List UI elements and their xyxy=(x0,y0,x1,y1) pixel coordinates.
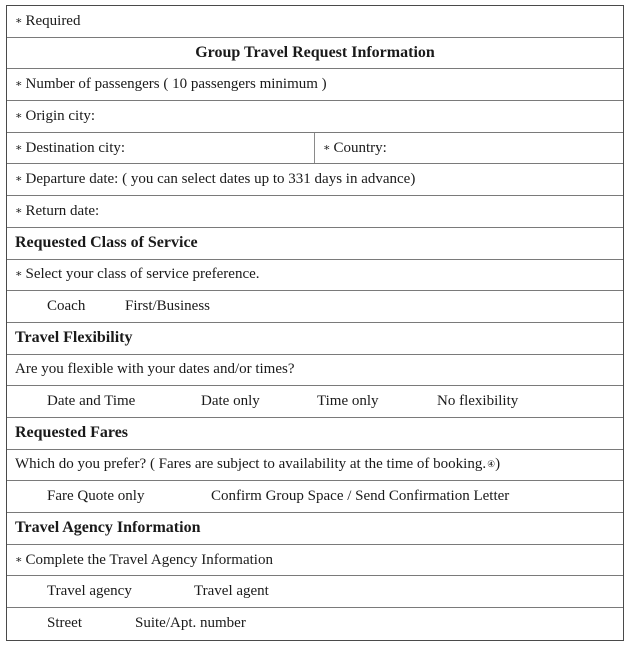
travel-agency-heading: Travel Agency Information xyxy=(15,519,201,537)
passengers-field[interactable] xyxy=(7,69,623,101)
required-asterisk-icon: ∗ xyxy=(323,141,331,154)
required-asterisk-icon: ∗ xyxy=(15,173,23,186)
flexibility-prompt-row xyxy=(7,355,623,387)
departure-date-field[interactable] xyxy=(7,164,623,196)
fares-prompt-row xyxy=(7,450,623,482)
class-of-service-heading: Requested Class of Service xyxy=(15,234,198,252)
option-date-and-time[interactable]: Date and Time xyxy=(47,393,136,410)
footnote-marker: ④ xyxy=(487,459,496,470)
agency-prompt-row xyxy=(7,545,623,577)
street-field[interactable]: Street xyxy=(47,615,82,632)
requested-fares-heading: Requested Fares xyxy=(15,424,129,442)
destination-city-label: Destination city: xyxy=(25,139,126,156)
destination-city-field[interactable] xyxy=(7,133,315,164)
return-date-label: Return date: xyxy=(25,202,100,219)
required-asterisk-icon: ∗ xyxy=(15,109,23,122)
origin-city-field[interactable] xyxy=(7,101,623,133)
suite-apt-number-field[interactable]: Suite/Apt. number xyxy=(135,615,246,632)
country-field[interactable] xyxy=(315,133,387,164)
passengers-label: Number of passengers ( 10 passengers minimum ) xyxy=(25,76,327,93)
option-time-only[interactable]: Time only xyxy=(317,393,379,410)
required-asterisk-icon: ∗ xyxy=(15,268,23,281)
travel-agency-field[interactable]: Travel agency xyxy=(47,583,132,600)
fares-prompt-close: ) xyxy=(495,456,501,473)
return-date-field[interactable] xyxy=(7,196,623,228)
flexibility-options xyxy=(7,386,623,418)
required-note-row xyxy=(7,6,623,38)
required-note: Required xyxy=(25,12,81,29)
agency-prompt: Complete the Travel Agency Information xyxy=(25,551,273,568)
option-no-flexibility[interactable]: No flexibility xyxy=(437,393,519,410)
option-date-only[interactable]: Date only xyxy=(201,393,260,410)
travel-agency-heading-row xyxy=(7,513,623,545)
fares-prompt: Which do you prefer? ( Fares are subject to availability at the time of booking. xyxy=(15,456,487,473)
agency-row-1 xyxy=(7,576,623,608)
option-coach[interactable]: Coach xyxy=(47,298,86,315)
flexibility-prompt: Are you flexible with your dates and/or times? xyxy=(15,361,295,378)
travel-flexibility-heading-row xyxy=(7,323,623,355)
class-of-service-prompt-row xyxy=(7,260,623,292)
option-fare-quote-only[interactable]: Fare Quote only xyxy=(47,488,145,505)
departure-date-label: Departure date: ( you can select dates up to 331 days in advance) xyxy=(25,171,416,188)
required-asterisk-icon: ∗ xyxy=(15,141,23,154)
fares-options xyxy=(7,481,623,513)
group-travel-request-form xyxy=(6,5,624,641)
origin-city-label: Origin city: xyxy=(25,107,96,124)
destination-row xyxy=(7,133,623,165)
agency-row-2 xyxy=(7,608,623,640)
form-title: Group Travel Request Information xyxy=(195,44,435,62)
country-label: Country: xyxy=(333,139,387,156)
class-of-service-prompt: Select your class of service preference. xyxy=(25,266,260,283)
class-of-service-options xyxy=(7,291,623,323)
requested-fares-heading-row xyxy=(7,418,623,450)
class-of-service-heading-row xyxy=(7,228,623,260)
required-asterisk-icon: ∗ xyxy=(15,204,23,217)
option-confirm-group-space[interactable]: Confirm Group Space / Send Confirmation Letter xyxy=(211,488,510,505)
travel-flexibility-heading: Travel Flexibility xyxy=(15,329,133,347)
option-first-business[interactable]: First/Business xyxy=(125,298,211,315)
travel-agent-field[interactable]: Travel agent xyxy=(194,583,269,600)
form-title-row xyxy=(7,38,623,70)
required-asterisk-icon: ∗ xyxy=(15,78,23,91)
required-asterisk-icon: ∗ xyxy=(15,553,23,566)
required-asterisk-icon: ∗ xyxy=(15,14,23,27)
